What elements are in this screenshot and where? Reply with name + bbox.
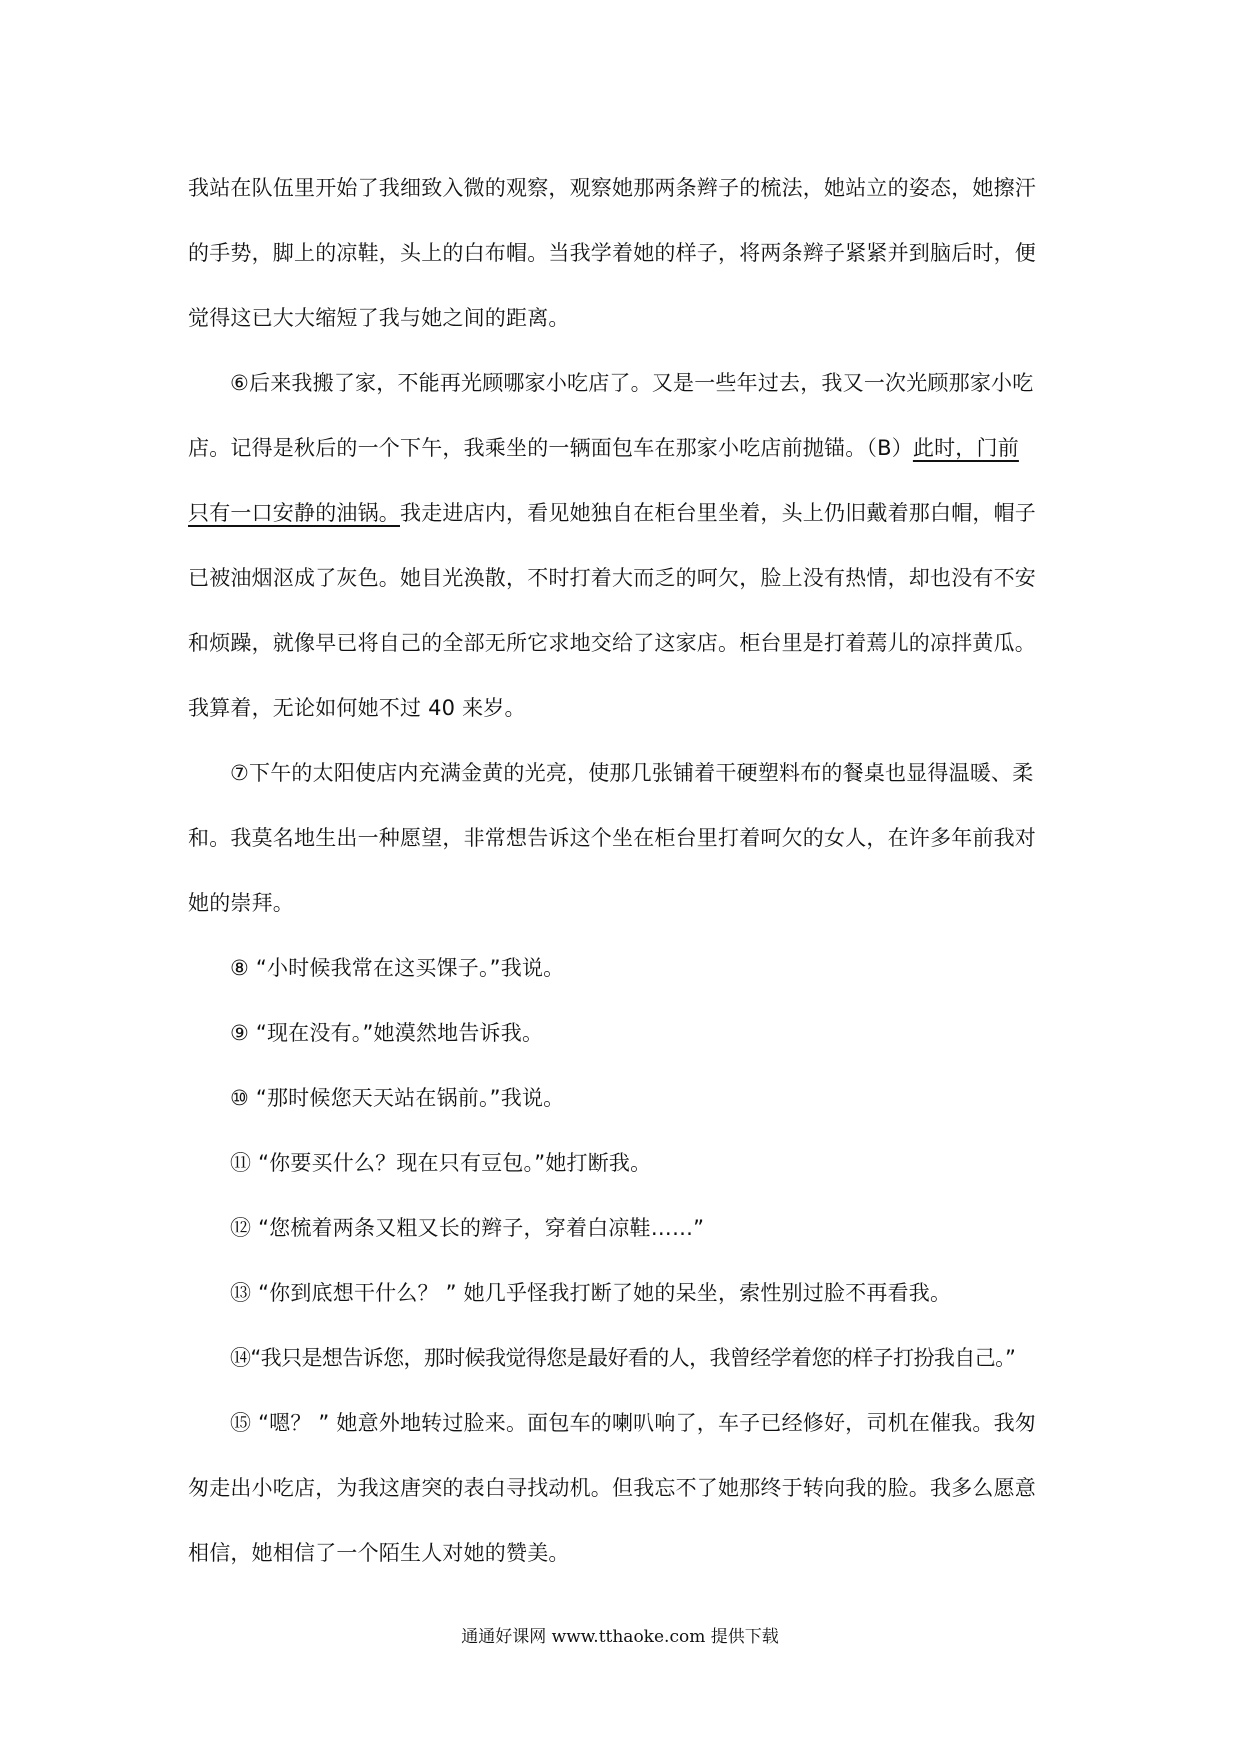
text-line: 我算着，无论如何她不过 40 来岁。 [188, 696, 526, 720]
text-line: 的手势，脚上的凉鞋，头上的白布帽。当我学着她的样子，将两条辫子紧紧并到脑后时，便 [188, 241, 1036, 265]
text-line: ⑥后来我搬了家，不能再光顾哪家小吃店了。又是一些年过去，我又一次光顾那家小吃 [230, 371, 1034, 395]
text-line: 我站在队伍里开始了我细致入微的观察，观察她那两条辫子的梳法，她站立的姿态，她擦汗 [188, 176, 1036, 200]
page-footer: 通通好课网 www.tthaoke.com 提供下载 [461, 1627, 779, 1647]
text-segment: 我走进店内，看见她独自在柜台里坐着，头上仍旧戴着那白帽，帽子 [400, 501, 1036, 525]
dialogue-line: ⑪ “你要买什么？现在只有豆包。”她打断我。 [230, 1151, 652, 1175]
text-line: 相信，她相信了一个陌生人对她的赞美。 [188, 1541, 570, 1565]
paragraph-11 [188, 1131, 1064, 1196]
paragraph-5-continued [188, 156, 1064, 351]
text-line: 和。我莫名地生出一种愿望，非常想告诉这个坐在柜台里打着呵欠的女人，在许多年前我对 [188, 826, 1036, 850]
text-line [188, 481, 1064, 546]
dialogue-line: ⑭“我只是想告诉您，那时候我觉得您是最好看的人，我曾经学着您的样子打扮我自己。” [230, 1346, 1016, 1370]
dialogue-line: ⑬ “你到底想干什么？ ” 她几乎怪我打断了她的呆坐，索性别过脸不再看我。 [230, 1281, 952, 1305]
paragraph-14 [188, 1326, 1064, 1391]
paragraph-6 [188, 351, 1064, 741]
underlined-sentence-b: 只有一口安静的油锅。 [188, 501, 400, 525]
dialogue-line: ⑨ “现在没有。”她漠然地告诉我。 [230, 1021, 544, 1045]
text-segment: 店。记得是秋后的一个下午，我乘坐的一辆面包车在那家小吃店前抛锚。（B） [188, 436, 913, 460]
article-body [188, 156, 1064, 1586]
text-line: 觉得这已大大缩短了我与她之间的距离。 [188, 306, 570, 330]
paragraph-8 [188, 936, 1064, 1001]
text-line: 她的崇拜。 [188, 891, 294, 915]
paragraph-7 [188, 741, 1064, 936]
paragraph-15 [188, 1391, 1064, 1586]
paragraph-10 [188, 1066, 1064, 1131]
text-line: ⑦下午的太阳使店内充满金黄的光亮，使那几张铺着干硬塑料布的餐桌也显得温暖、柔 [230, 761, 1034, 785]
paragraph-12 [188, 1196, 1064, 1261]
paragraph-9 [188, 1001, 1064, 1066]
underlined-sentence-b: 此时，门前 [912, 436, 1019, 460]
text-line: 已被油烟沤成了灰色。她目光涣散，不时打着大而乏的呵欠，脸上没有热情，却也没有不安 [188, 566, 1036, 590]
dialogue-line: ⑧ “小时候我常在这买馃子。”我说。 [230, 956, 565, 980]
paragraph-13 [188, 1261, 1064, 1326]
text-line: ⑮ “嗯？ ” 她意外地转过脸来。面包车的喇叭响了，车子已经修好，司机在催我。我匆 [230, 1411, 1036, 1435]
dialogue-line: ⑩ “那时候您天天站在锅前。”我说。 [230, 1086, 565, 1110]
text-line [188, 416, 1064, 481]
text-line: 匆走出小吃店，为我这唐突的表白寻找动机。但我忘不了她那终于转向我的脸。我多么愿意 [188, 1476, 1036, 1500]
dialogue-line: ⑫ “您梳着两条又粗又长的辫子，穿着白凉鞋……” [230, 1216, 705, 1240]
text-line: 和烦躁，就像早已将自己的全部无所它求地交给了这家店。柜台里是打着蔫儿的凉拌黄瓜。 [188, 631, 1036, 655]
